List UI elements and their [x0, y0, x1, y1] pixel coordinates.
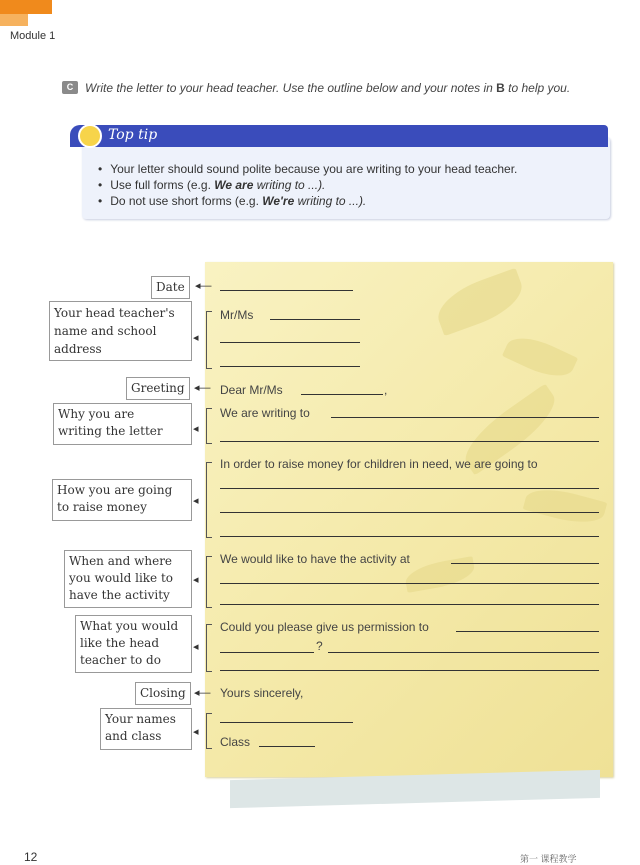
bracket	[206, 408, 212, 444]
corner-accent-orange	[0, 0, 52, 14]
arrow-left-icon: ◂—	[194, 382, 211, 394]
lightbulb-icon	[78, 124, 102, 148]
tip-bullet-1	[98, 162, 517, 178]
activity-at-text: We would like to have the activity at	[220, 552, 410, 566]
what-line-3[interactable]	[220, 670, 599, 671]
writing-to-line-1[interactable]	[331, 417, 599, 418]
address-line-2[interactable]	[220, 342, 360, 343]
label-what-line1: What you would	[80, 619, 179, 633]
question-mark: ?	[316, 639, 323, 653]
leaf-decoration	[431, 268, 529, 336]
top-tip-list	[98, 162, 517, 210]
label-names-line1: Your names	[105, 712, 176, 726]
label-when-line1: When and where	[69, 554, 173, 568]
names-line[interactable]	[220, 722, 353, 723]
label-when-line2: you would like to	[69, 571, 174, 585]
what-line-2b[interactable]	[328, 652, 599, 653]
arrow-left-icon: ◂	[193, 574, 199, 586]
tip-bullet-3-prefix: Do not use short forms (e.g.	[110, 194, 263, 208]
label-what-line3: teacher to do	[80, 653, 161, 667]
label-how-line1: How you are going	[57, 483, 173, 497]
corner-accent-light	[0, 14, 28, 26]
watermark: 第一 课程教学	[520, 854, 577, 864]
label-date: Date	[151, 276, 190, 299]
label-when	[64, 550, 192, 608]
page-number: 12	[24, 850, 38, 864]
date-line[interactable]	[220, 290, 353, 291]
arrow-left-icon: ◂	[193, 423, 199, 435]
arrow-left-icon: ◂	[193, 332, 199, 344]
label-when-line3: have the activity	[69, 588, 170, 602]
label-why	[53, 403, 192, 445]
what-line-1[interactable]	[456, 631, 599, 632]
label-how	[52, 479, 192, 521]
bracket	[206, 556, 212, 608]
greeting-comma: ,	[384, 383, 388, 397]
label-address	[49, 301, 192, 361]
when-line-3[interactable]	[220, 604, 599, 605]
label-how-line2: to raise money	[57, 500, 147, 514]
label-address-line2: name and school	[54, 324, 157, 338]
tip-bullet-3	[98, 194, 517, 210]
how-line-2[interactable]	[220, 512, 599, 513]
bracket	[206, 624, 212, 672]
instruction-part2: to help you.	[504, 81, 571, 95]
what-line-2a[interactable]	[220, 652, 314, 653]
arrow-left-icon: ◂	[193, 495, 199, 507]
top-tip-title: Top tip	[108, 127, 158, 143]
bracket	[206, 311, 212, 369]
address-line-1[interactable]	[270, 319, 360, 320]
how-line-1[interactable]	[220, 488, 599, 489]
label-address-line1: Your head teacher's	[54, 306, 175, 320]
writing-to-line-2[interactable]	[220, 441, 599, 442]
module-label: Module 1	[10, 30, 56, 42]
bracket	[206, 462, 212, 538]
instruction-text	[85, 80, 605, 97]
how-line-3[interactable]	[220, 536, 599, 537]
when-line-1[interactable]	[451, 563, 599, 564]
leaf-decoration	[403, 556, 476, 593]
when-line-2[interactable]	[220, 583, 599, 584]
label-names	[100, 708, 192, 750]
label-closing: Closing	[135, 682, 191, 705]
address-line-3[interactable]	[220, 366, 360, 367]
class-text: Class	[220, 735, 251, 749]
label-what-line2: like the head	[80, 636, 159, 650]
leaf-decoration	[523, 482, 608, 530]
tip-bullet-2-bold: We are	[214, 178, 254, 192]
dear-text: Dear Mr/Ms	[220, 383, 283, 397]
label-names-line2: and class	[105, 729, 162, 743]
tip-bullet-2-suffix: writing to ...).	[253, 178, 326, 192]
tip-bullet-2	[98, 178, 517, 194]
leaf-decoration	[502, 329, 578, 386]
tip-bullet-2-prefix: Use full forms (e.g.	[110, 178, 215, 192]
instruction-part1: Write the letter to your head teacher. Use the outline below and your notes in	[85, 81, 497, 95]
bracket	[206, 713, 212, 749]
arrow-left-icon: ◂	[193, 641, 199, 653]
arrow-left-icon: ◂—	[195, 280, 212, 292]
class-line[interactable]	[259, 746, 315, 747]
label-what	[75, 615, 192, 673]
instruction-bold: B	[496, 81, 505, 95]
permission-text: Could you please give us permission to	[220, 620, 429, 634]
arrow-left-icon: ◂—	[194, 687, 211, 699]
greeting-line[interactable]	[301, 394, 383, 395]
tip-bullet-3-suffix: writing to ...).	[294, 194, 367, 208]
label-why-line1: Why you are	[58, 407, 135, 421]
section-badge: C	[62, 81, 78, 94]
yours-text: Yours sincerely,	[220, 686, 304, 700]
tip-bullet-3-bold: We're	[262, 194, 295, 208]
arrow-left-icon: ◂	[193, 726, 199, 738]
label-why-line2: writing the letter	[58, 424, 163, 438]
mr-ms-text: Mr/Ms	[220, 308, 254, 322]
label-greeting: Greeting	[126, 377, 190, 400]
tip-bullet-1-text: Your letter should sound polite because you are writing to your head teacher.	[110, 162, 518, 176]
writing-to-text: We are writing to	[220, 406, 310, 420]
label-address-line3: address	[54, 342, 102, 356]
in-order-text: In order to raise money for children in need, we are going to	[220, 457, 538, 471]
